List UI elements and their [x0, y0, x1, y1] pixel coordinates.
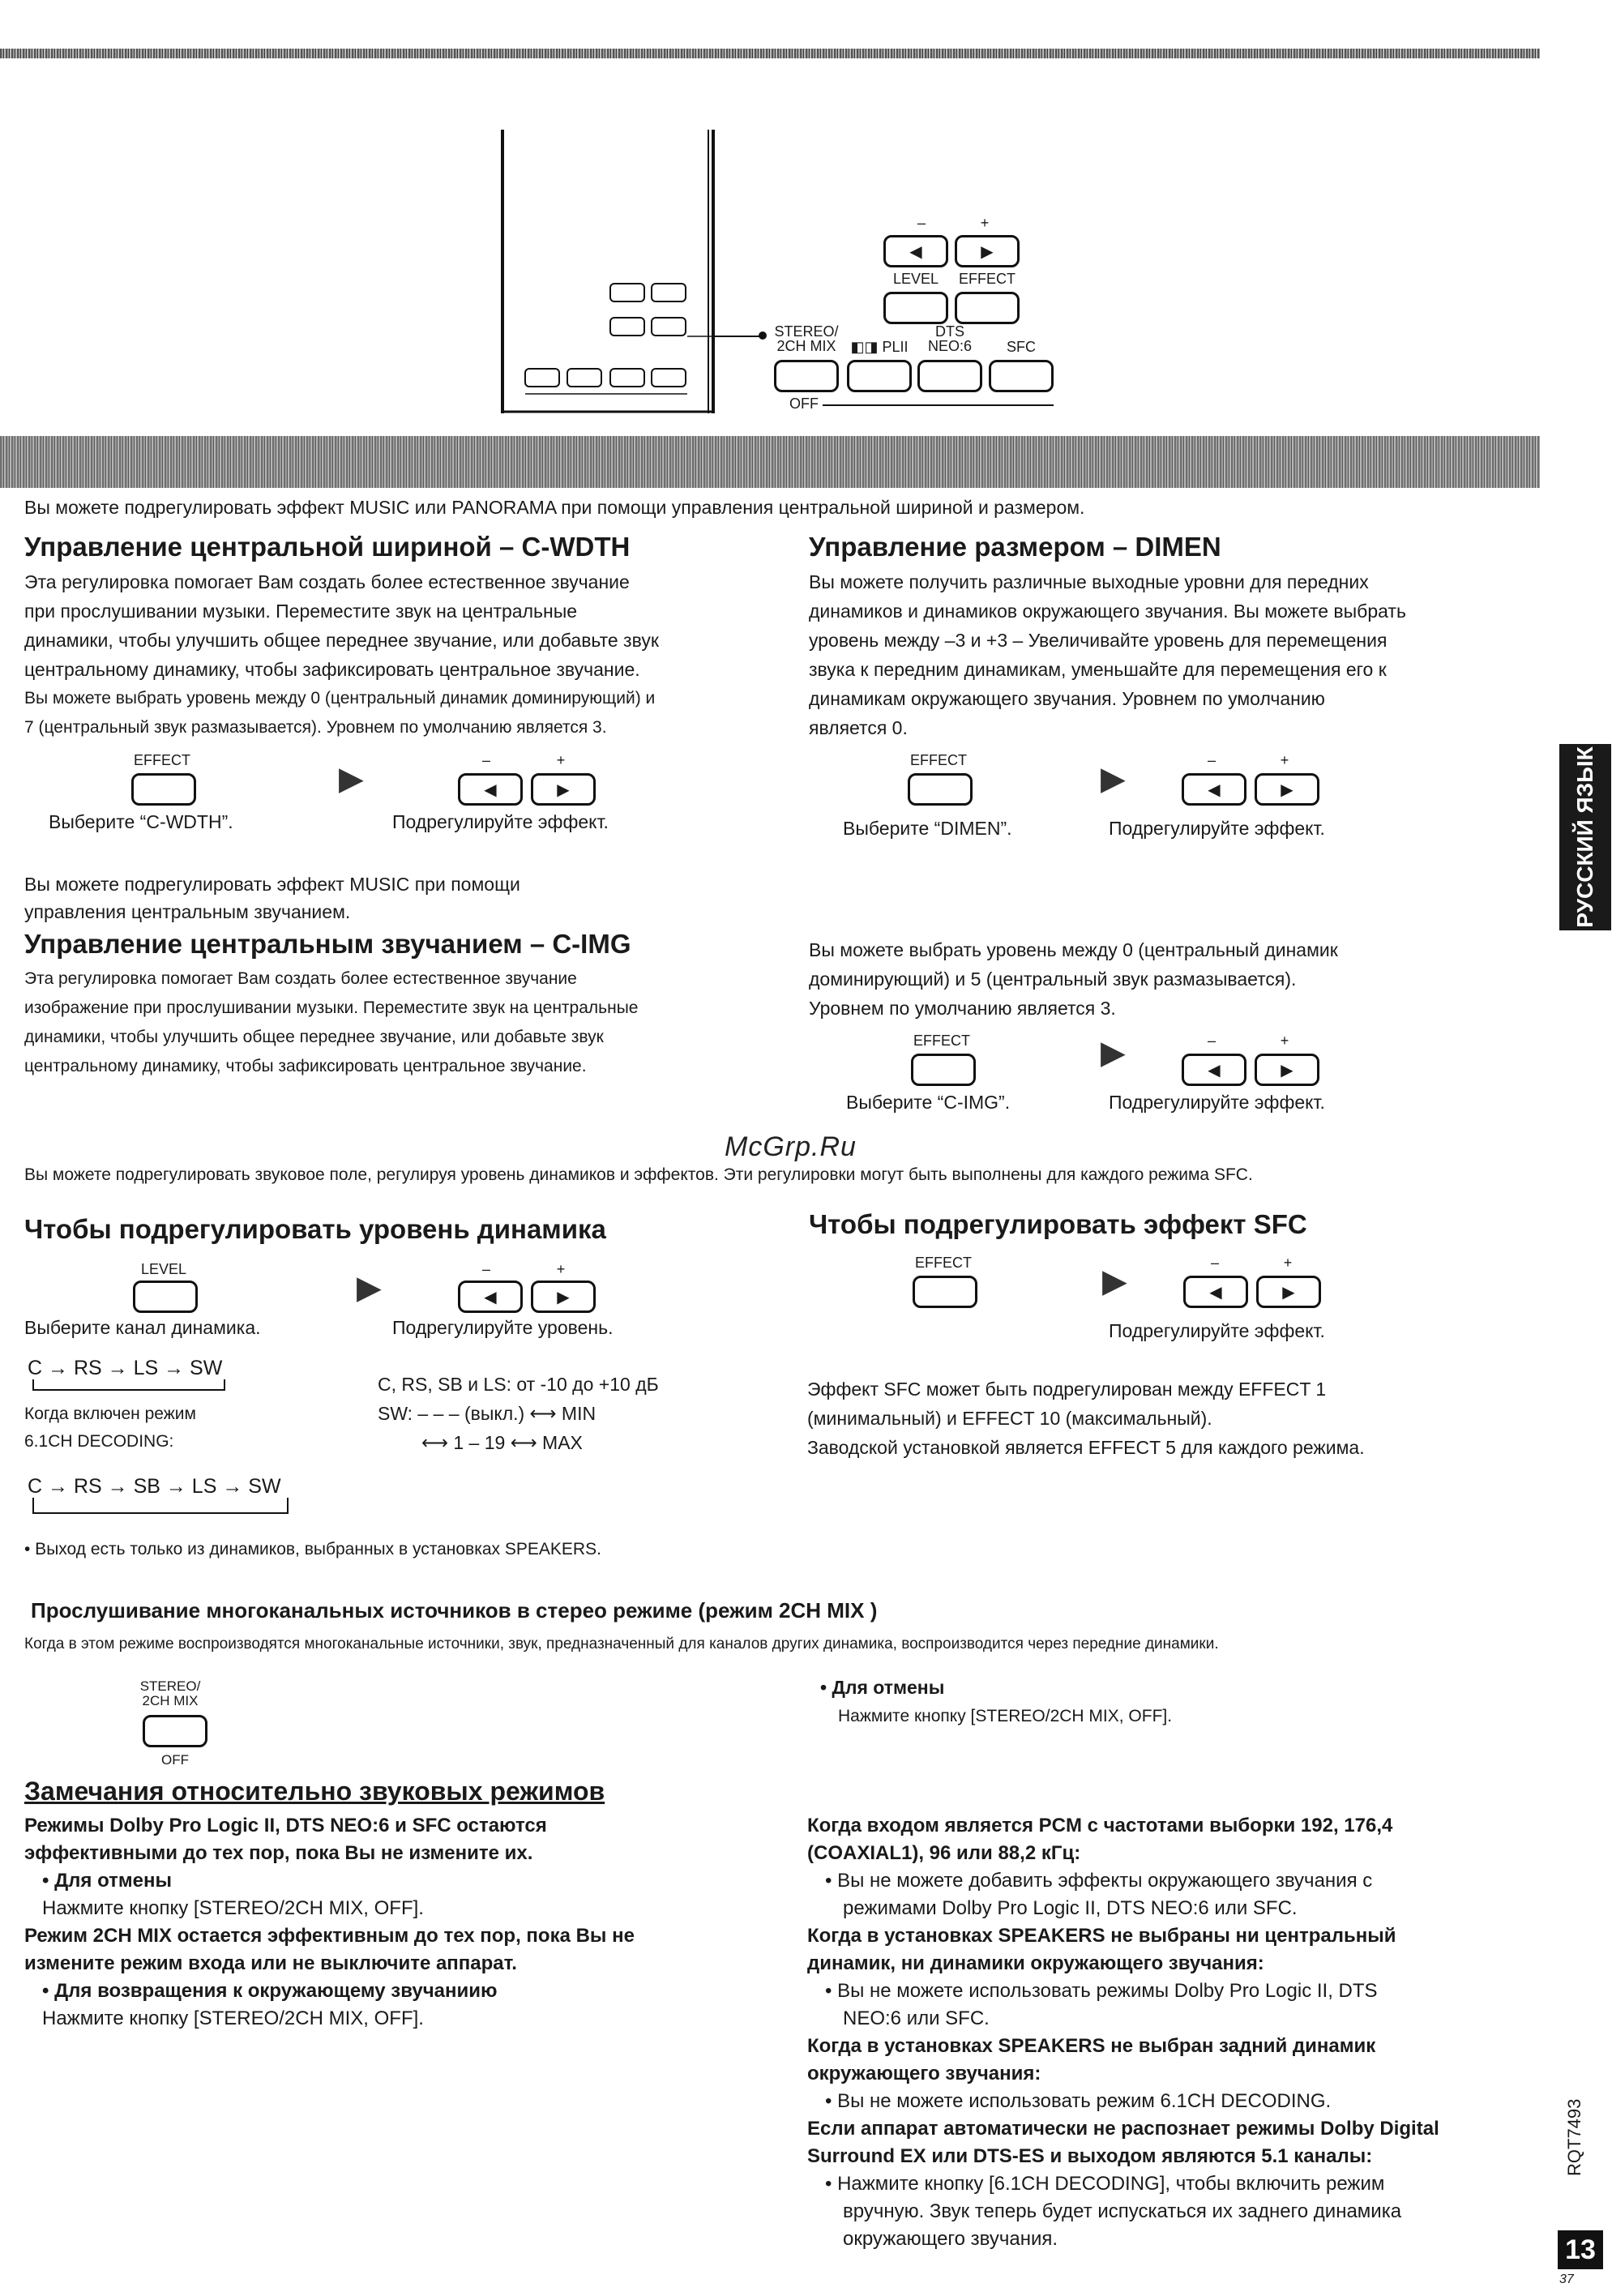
watermark-text: McGrp.Ru [725, 1131, 857, 1162]
plus-label: + [556, 752, 566, 768]
step-arrow-icon: ▶ [339, 761, 364, 797]
speaker-chain1: C → RS → LS → SW [28, 1357, 223, 1379]
remote-zoom-panel [770, 211, 1078, 413]
minus-label: – [917, 215, 926, 231]
stereo-label: STEREO/ 2CH MIX [774, 323, 839, 354]
dimen-step2: Подрегулируйте эффект. [1109, 818, 1325, 839]
note-line: Когда входом является PCM с частотами выборки 192, 176,4 [807, 1815, 1393, 1836]
step-arrow-icon: ▶ [1101, 1035, 1126, 1071]
right-arrow-button[interactable] [1255, 773, 1319, 806]
notes-right-column [807, 1812, 1439, 2253]
effect-label: EFFECT [959, 271, 1016, 287]
cimg-line: центральному динамику, чтобы зафиксировать центральное звучание. [24, 1057, 587, 1075]
chain1-return-line [32, 1379, 225, 1391]
dimen-line: звука к передним динамикам, уменьшайте для перемещения его к [809, 659, 1387, 680]
cimg-pre-line: управления центральным звучанием. [24, 901, 351, 922]
right-arrow-icon: ▶ [557, 1288, 570, 1306]
document-code: RQT7493 [1564, 2098, 1584, 2176]
language-label: РУССКИЙ ЯЗЫК [1572, 746, 1597, 928]
minus-label: – [1210, 1255, 1219, 1271]
dimen-title: Управление размером – DIMEN [809, 532, 1221, 562]
plus-label: + [1283, 1255, 1293, 1271]
speaker-when [24, 1400, 196, 1456]
speaker-level-label: LEVEL [140, 1261, 187, 1277]
effect-button[interactable] [955, 292, 1020, 324]
sfceffect-line: Заводской установкой является EFFECT 5 для каждого режима. [807, 1437, 1365, 1458]
sfceffect-line: (минимальный) и EFFECT 10 (максимальный). [807, 1408, 1212, 1429]
level-label: LEVEL [892, 271, 939, 287]
cwdth-body [24, 567, 754, 742]
right-arrow-button[interactable] [531, 1281, 596, 1313]
cimg-range-line: Уровнем по умолчанию является 3. [809, 998, 1116, 1019]
speaker-title: Чтобы подрегулировать уровень динамика [24, 1214, 606, 1244]
right-arrow-icon: ▶ [1281, 1061, 1293, 1080]
note-line: Режимы Dolby Pro Logic II, DTS NEO:6 и SFC остаются [24, 1815, 547, 1836]
chain2-return-line [32, 1498, 289, 1514]
right-arrow-icon: ▶ [1281, 780, 1293, 799]
cimg-pre [24, 870, 520, 926]
cimg-line: Эта регулировка помогает Вам создать более естественное звучание [24, 969, 577, 988]
note-line: Режим 2CH MIX остается эффективным до тех пор, пока Вы не [24, 1925, 635, 1947]
dimen-line: динамикам окружающего звучания. Уровнем по умолчанию [809, 688, 1325, 709]
pl-button[interactable] [847, 360, 912, 392]
cwdth-line: центральному динамику, чтобы зафиксировать центральное звучание. [24, 659, 640, 680]
top-border-strip [0, 49, 1540, 58]
pl-label [847, 339, 912, 356]
right-arrow-icon: ▶ [1282, 1283, 1295, 1302]
sfceffect-step2: Подрегулируйте эффект. [1109, 1320, 1325, 1341]
left-arrow-icon: ◀ [484, 780, 497, 799]
note-line: • Вы не можете использовать режим 6.1CH DECODING. [825, 2090, 1332, 2112]
cwdth-line: Эта регулировка помогает Вам создать более естественное звучание [24, 571, 630, 592]
sfceffect-title: Чтобы подрегулировать эффект SFC [809, 1209, 1307, 1239]
speaker-step2: Подрегулируйте уровень. [392, 1317, 614, 1338]
note-line: измените режим входа или не выключите аппарат. [24, 1952, 517, 1974]
note-line: Когда в установках SPEAKERS не выбраны ни центральный [807, 1925, 1396, 1947]
sfc-label: SFC [1007, 339, 1036, 355]
cimg-range-line: доминирующий) и 5 (центральный звук размазывается). [809, 968, 1297, 990]
note-line: окружающего звучания: [807, 2063, 1041, 2084]
page-small-number: 37 [1559, 2272, 1574, 2286]
right-arrow-icon: ▶ [557, 780, 570, 799]
sfc-button[interactable] [989, 360, 1054, 392]
cimg-range [809, 935, 1338, 1023]
cimg-step1: Выберите “C-IMG”. [846, 1092, 1011, 1113]
note-line: • Вы не можете добавить эффекты окружающего звучания с [825, 1870, 1373, 1892]
mix-title: Прослушивание многоканальных источников в стерео режиме (режим 2CH MIX ) [31, 1598, 878, 1623]
section-header-bar [0, 436, 1540, 488]
right-arrow-icon: ▶ [981, 242, 994, 261]
minus-label: – [1207, 1033, 1216, 1049]
off-line [823, 404, 1054, 406]
right-arrow-button[interactable] [531, 773, 596, 806]
right-arrow-button[interactable] [1256, 1276, 1321, 1308]
right-arrow-button[interactable] [955, 235, 1020, 267]
cimg-step2: Подрегулируйте эффект. [1109, 1092, 1325, 1113]
page-number: 13 [1558, 2230, 1603, 2269]
step-arrow-icon: ▶ [357, 1270, 382, 1306]
speaker-level-button[interactable] [133, 1281, 198, 1313]
callout-dot [759, 331, 767, 340]
left-arrow-icon: ◀ [1208, 1061, 1221, 1080]
sfceffect-body [807, 1375, 1365, 1462]
note-line: окружающего звучания. [843, 2228, 1058, 2250]
cwdth-line: динамики, чтобы улучшить общее переднее звучание, или добавьте звук [24, 630, 659, 651]
dts-label: DTS NEO:6 [927, 323, 973, 354]
cwdth-step2: Подрегулируйте эффект. [392, 811, 609, 832]
speaker-range-line: SW: – – – (выкл.) ⟷ MIN [378, 1403, 596, 1424]
speaker-range [378, 1370, 659, 1457]
cimg-effect-button[interactable] [911, 1054, 976, 1086]
remote-outline [501, 130, 720, 413]
note-line: режимами Dolby Pro Logic II, DTS NEO:6 или SFC. [843, 1897, 1298, 1919]
note-line: NEO:6 или SFC. [843, 2007, 990, 2029]
dimen-body [809, 567, 1538, 742]
mix-cancel-title: • Для отмены [820, 1677, 945, 1698]
cwdth-effect-button[interactable] [131, 773, 196, 806]
plus-label: + [1280, 1033, 1289, 1049]
step-arrow-icon: ▶ [1102, 1263, 1127, 1299]
pl-text: PLII [882, 339, 909, 355]
left-arrow-button[interactable] [1182, 1054, 1246, 1086]
cwdth-step1: Выберите “C-WDTH”. [49, 811, 233, 832]
callout-line [713, 336, 762, 337]
intro-text: Вы можете подрегулировать эффект MUSIC или PANORAMA при помощи управления центральной шириной и размером. [24, 497, 1085, 518]
note-line: • Для отмены [42, 1870, 172, 1892]
note-line: динамик, ни динамики окружающего звучания: [807, 1952, 1264, 1974]
cimg-range-line: Вы можете выбрать уровень между 0 (центральный динамик [809, 939, 1338, 960]
speaker-step1: Выберите канал динамика. [24, 1317, 261, 1338]
left-arrow-button[interactable] [1182, 773, 1246, 806]
mix-stereo-button[interactable] [143, 1715, 207, 1747]
note-line: Нажмите кнопку [STEREO/2CH MIX, OFF]. [42, 1897, 424, 1919]
mix-desc: Когда в этом режиме воспроизводятся многоканальные источники, звук, предназначенный для каналов других динамика, воспроизводится через передние динамики. [24, 1635, 1219, 1653]
cwdth-range-line: 7 (центральный звук размазывается). Уровнем по умолчанию является 3. [24, 718, 607, 737]
note-line: эффективными до тех пор, пока Вы не измените их. [24, 1842, 533, 1864]
dolby-icon: ◧◨ [850, 339, 879, 355]
dimen-line: уровень между –3 и +3 – Увеличивайте уровень для перемещения [809, 630, 1388, 651]
left-arrow-button[interactable] [458, 773, 523, 806]
left-arrow-icon: ◀ [909, 242, 922, 261]
cwdth-effect-label: EFFECT [134, 752, 190, 768]
note-line: Surround EX или DTS-ES и выходом являются 5.1 каналы: [807, 2145, 1373, 2167]
left-arrow-button[interactable] [883, 235, 948, 267]
plus-label: + [980, 215, 990, 231]
plus-label: + [1280, 752, 1289, 768]
note-line: Если аппарат автоматически не распознает режимы Dolby Digital [807, 2118, 1439, 2140]
speaker-when-line: 6.1CH DECODING: [24, 1432, 174, 1451]
dimen-effect-label: EFFECT [910, 752, 967, 768]
left-arrow-icon: ◀ [1208, 780, 1221, 799]
note-line: Когда в установках SPEAKERS не выбран задний динамик [807, 2035, 1376, 2057]
speakers-note: • Выход есть только из динамиков, выбранных в установках SPEAKERS. [24, 1540, 601, 1558]
dimen-line: является 0. [809, 717, 908, 738]
cimg-line: изображение при прослушивании музыки. Переместите звук на центральные [24, 998, 639, 1017]
left-arrow-button[interactable] [1183, 1276, 1248, 1308]
note-line: Нажмите кнопку [STEREO/2CH MIX, OFF]. [42, 2007, 424, 2029]
cimg-pre-line: Вы можете подрегулировать эффект MUSIC при помощи [24, 874, 520, 895]
mix-cancel-text: Нажмите кнопку [STEREO/2CH MIX, OFF]. [838, 1707, 1173, 1725]
dimen-line: динамиков и динамиков окружающего звучания. Вы можете выбрать [809, 601, 1406, 622]
cimg-body [24, 964, 754, 1081]
left-arrow-button[interactable] [458, 1281, 523, 1313]
plus-label: + [556, 1261, 566, 1277]
left-arrow-icon: ◀ [484, 1288, 497, 1306]
level-button[interactable] [883, 292, 948, 324]
note-line: (COAXIAL1), 96 или 88,2 кГц: [807, 1842, 1081, 1864]
sfc-intro: Вы можете подрегулировать звуковое поле, регулируя уровень динамиков и эффектов. Эти регулировки могут быть выполнены для каждого режима SFC. [24, 1165, 1253, 1184]
minus-label: – [1207, 752, 1216, 768]
notes-title: Замечания относительно звуковых режимов [24, 1777, 605, 1806]
stereo-button[interactable] [774, 360, 839, 392]
dimen-effect-button[interactable] [908, 773, 973, 806]
dimen-step1: Выберите “DIMEN”. [843, 818, 1012, 839]
cwdth-line: при прослушивании музыки. Переместите звук на центральные [24, 601, 578, 622]
language-side-tab [1559, 744, 1611, 930]
sfc-effect-button[interactable] [913, 1276, 977, 1308]
cimg-line: динамики, чтобы улучшить общее переднее звучание, или добавьте звук [24, 1028, 604, 1046]
note-line: вручную. Звук теперь будет испускаться их заднего динамика [843, 2200, 1402, 2222]
remote-illustration [501, 130, 720, 413]
mix-stereo-label: STEREO/ 2CH MIX [139, 1678, 201, 1708]
dimen-line: Вы можете получить различные выходные уровни для передних [809, 571, 1369, 592]
minus-label: – [481, 1261, 490, 1277]
cimg-effect-label: EFFECT [913, 1033, 970, 1049]
right-arrow-button[interactable] [1255, 1054, 1319, 1086]
left-arrow-icon: ◀ [1209, 1283, 1222, 1302]
dts-button[interactable] [917, 360, 982, 392]
note-line: • Нажмите кнопку [6.1CH DECODING], чтобы включить режим [825, 2173, 1385, 2195]
cwdth-range-line: Вы можете выбрать уровень между 0 (центральный динамик доминирующий) и [24, 689, 656, 708]
note-line: • Вы не можете использовать режимы Dolby Pro Logic II, DTS [825, 1980, 1378, 2002]
speaker-when-line: Когда включен режим [24, 1405, 196, 1423]
mix-off-label: OFF [161, 1752, 189, 1768]
note-line: • Для возвращения к окружающему звучаниию [42, 1980, 498, 2002]
step-arrow-icon: ▶ [1101, 761, 1126, 797]
notes-left-column [24, 1812, 635, 2033]
speaker-chain2: C → RS → SB → LS → SW [28, 1475, 281, 1498]
minus-label: – [481, 752, 490, 768]
cimg-title: Управление центральным звучанием – C-IMG [24, 929, 631, 959]
cwdth-title: Управление центральной шириной – C-WDTH [24, 532, 631, 562]
off-label: OFF [789, 395, 819, 412]
sfceffect-line: Эффект SFC может быть подрегулирован между EFFECT 1 [807, 1379, 1327, 1400]
speaker-range-line: ⟷ 1 – 19 ⟷ MAX [421, 1432, 583, 1453]
sfc-effect-label: EFFECT [915, 1255, 972, 1271]
speaker-range-line: C, RS, SB и LS: от -10 до +10 дБ [378, 1374, 659, 1395]
